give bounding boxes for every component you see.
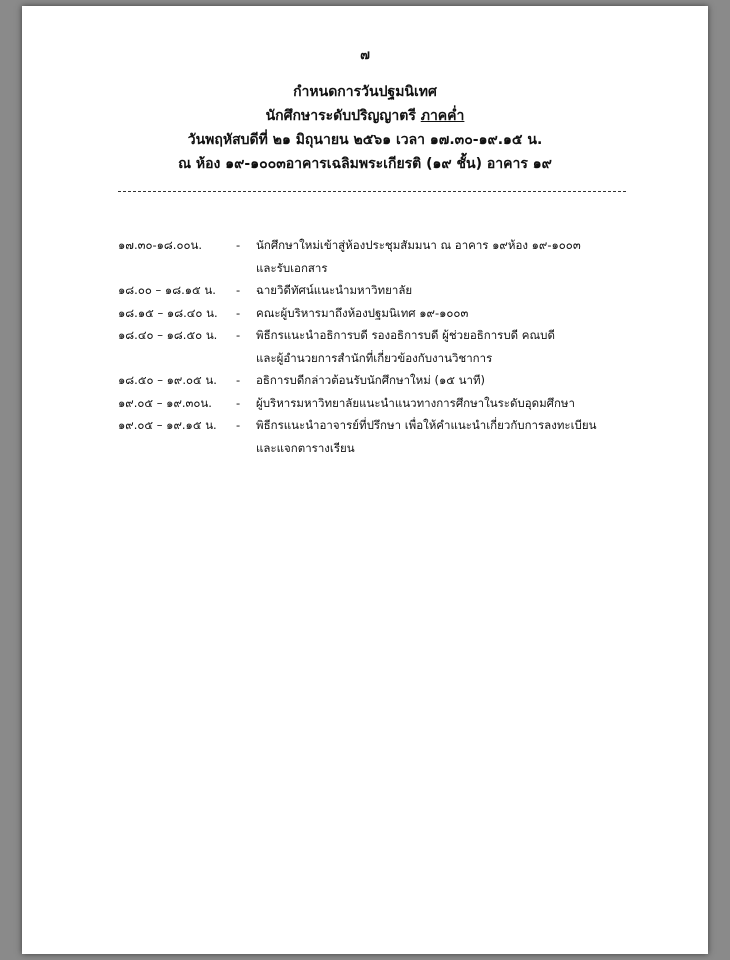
schedule-description-line: คณะผู้บริหารมาถึงห้องปฐมนิเทศ ๑๙-๑๐๐๓ <box>256 305 469 320</box>
title-line-3: วันพฤหัสบดีที่ ๒๑ มิถุนายน ๒๕๖๑ เวลา ๑๗.๓๐-๑๙.๑๕ น. <box>187 132 543 148</box>
schedule-row <box>118 392 658 415</box>
schedule-dash: - <box>236 283 241 297</box>
schedule-description <box>256 234 658 279</box>
schedule-time: ๑๘.๐๐ – ๑๘.๑๕ น. <box>118 283 216 297</box>
schedule-row <box>118 414 658 459</box>
schedule-description-line: และผู้อำนวยการสำนักที่เกี่ยวข้องกับงานวิชาการ <box>256 350 493 365</box>
schedule-row <box>118 279 658 302</box>
title-line-2-underlined: ภาคค่ำ <box>420 108 465 124</box>
schedule-time: ๑๙.๐๕ – ๑๙.๑๕ น. <box>118 418 217 432</box>
schedule-time: ๑๗.๓๐-๑๘.๐๐น. <box>118 238 203 252</box>
schedule-time: ๑๙.๐๕ – ๑๙.๓๐น. <box>118 395 212 410</box>
title-line-4: ณ ห้อง ๑๙-๑๐๐๓อาคารเฉลิมพระเกียรติ (๑๙ ชั้น) อาคาร ๑๙ <box>178 156 552 172</box>
schedule-dash: - <box>236 328 241 342</box>
schedule-dash: - <box>236 418 241 432</box>
schedule-dash: - <box>236 305 241 320</box>
schedule-time: ๑๘.๑๕ – ๑๘.๔๐ น. <box>118 305 218 320</box>
schedule-row <box>118 302 658 325</box>
schedule-description-line: และรับเอกสาร <box>256 260 328 275</box>
schedule-row <box>118 324 658 369</box>
schedule-description-line: ฉายวิดีทัศน์แนะนำมหาวิทยาลัย <box>256 283 413 297</box>
schedule-dash: - <box>236 373 241 387</box>
title-line-2 <box>22 104 708 128</box>
schedule-time: ๑๘.๕๐ – ๑๙.๐๕ น. <box>118 373 217 387</box>
schedule-description-line: พิธีกรแนะนำอาจารย์ที่ปรึกษา เพื่อให้คำแนะนำเกี่ยวกับการลงทะเบียน <box>256 418 597 432</box>
dashed-divider <box>118 191 626 192</box>
schedule-description-line: และแจกตารางเรียน <box>256 440 355 455</box>
schedule-dash: - <box>236 395 241 410</box>
schedule-description <box>256 392 658 415</box>
schedule-description <box>256 279 658 302</box>
page-number: ๗ <box>360 48 370 63</box>
schedule-row <box>118 234 658 279</box>
title-block <box>22 80 708 176</box>
schedule-time: ๑๘.๔๐ – ๑๘.๕๐ น. <box>118 328 218 342</box>
document-page <box>22 6 708 954</box>
schedule-description-line: ผู้บริหารมหาวิทยาลัยแนะนำแนวทางการศึกษาในระดับอุดมศึกษา <box>256 395 575 410</box>
schedule-description-line: พิธีกรแนะนำอธิการบดี รองอธิการบดี ผู้ช่วยอธิการบดี คณบดี <box>256 328 555 342</box>
schedule-description <box>256 302 658 325</box>
schedule-list <box>118 234 658 459</box>
schedule-description-line: นักศึกษาใหม่เข้าสู่ห้องประชุมสัมมนา ณ อาคาร ๑๙ห้อง ๑๙-๑๐๐๓ <box>256 238 581 252</box>
title-line-1: กำหนดการวันปฐมนิเทศ <box>293 84 437 100</box>
schedule-row <box>118 369 658 392</box>
schedule-description <box>256 324 658 369</box>
schedule-description <box>256 369 658 392</box>
schedule-description-line: อธิการบดีกล่าวต้อนรับนักศึกษาใหม่ (๑๕ นาที) <box>256 373 486 387</box>
schedule-description <box>256 414 658 459</box>
schedule-dash: - <box>236 238 241 252</box>
title-line-2-prefix: นักศึกษาระดับปริญญาตรี <box>265 108 416 124</box>
